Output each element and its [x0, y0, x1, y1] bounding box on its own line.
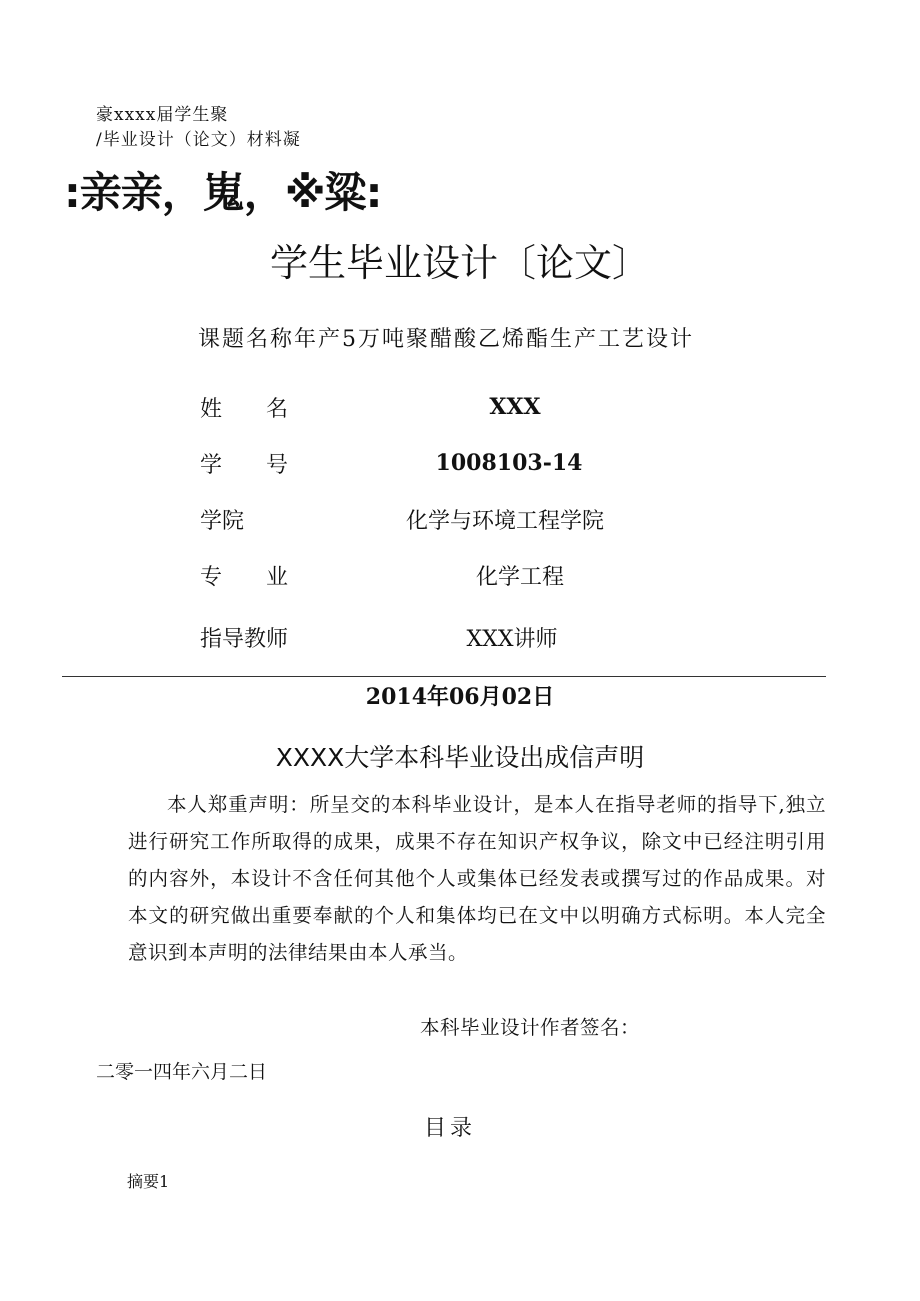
toc-title: 目录 [424, 1116, 477, 1141]
info-value-student-id: 1008103-14 [435, 450, 583, 476]
toc-item[interactable]: 摘要1 [127, 1172, 170, 1191]
info-value-name: XXX [489, 394, 541, 420]
divider-line [62, 676, 826, 677]
submission-date: 2014年06月02日 [365, 684, 555, 710]
info-value-advisor: XXX讲师 [466, 627, 558, 652]
info-label-college: 学院 [200, 509, 245, 534]
info-value-major: 化学工程 [475, 565, 564, 590]
header-line-2: /毕业设计（论文）材料凝 [96, 130, 301, 150]
topic-title: 课题名称年产5万吨聚醋酸乙烯酯生产工艺设计 [198, 327, 694, 352]
declaration-date: 二零一四年六月二日 [96, 1061, 268, 1083]
declaration-title: XXXX大学本科毕业设出成信声明 [275, 743, 645, 772]
info-label-major: 专 业 [200, 565, 289, 590]
info-label-name: 姓 名 [200, 397, 289, 422]
info-label-advisor: 指导教师 [200, 627, 289, 652]
info-value-college: 化学与环境工程学院 [405, 509, 604, 534]
header-line-1: 豪xxxx届学生聚 [96, 105, 229, 125]
info-label-student-id: 学 号 [200, 453, 289, 478]
declaration-body: 本人郑重声明：所呈交的本科毕业设计，是本人在指导老师的指导下,独立进行研究工作所取得的成果，成果不存在知识产权争议，除文中已经注明引用的内容外，本设计不含任何其他个人或集体已经发表或撰写过的作品成果。对本文的研究做出重要奉献的个人和集体均已在文中以明确方式标明。本人完全意识到本声明的法律结果由本人承当。 [128, 793, 826, 964]
signature-label: 本科毕业设计作者签名： [420, 1016, 641, 1039]
document-title: 学生毕业设计〔论文〕 [269, 241, 650, 285]
school-name-logo-text: :亲亲，嵬，※粱: [64, 168, 382, 217]
